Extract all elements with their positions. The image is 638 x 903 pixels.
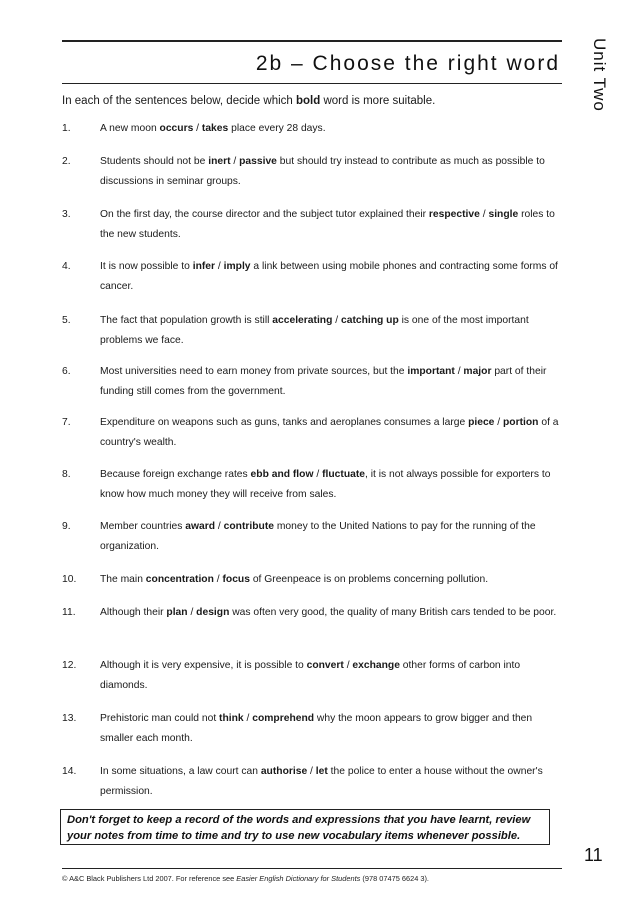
sentence-text: / <box>230 156 240 167</box>
title-rule <box>62 83 562 84</box>
word-choice: concentration <box>145 574 214 585</box>
word-choice: inert <box>208 156 231 167</box>
sentence-text: / <box>479 209 489 220</box>
sentence-text: why the moon appears to grow bigger and then smaller each month. <box>100 713 533 744</box>
item-sentence <box>100 362 562 402</box>
item-number: 2. <box>62 156 71 167</box>
item-sentence <box>100 517 562 557</box>
word-choice: important <box>407 366 455 377</box>
item-number: 8. <box>62 469 71 480</box>
word-choice: award <box>185 521 216 532</box>
sentence-text: the police to enter a house without the owner's permission. <box>100 766 543 797</box>
sentence-text: It is now possible to <box>100 261 193 272</box>
word-choice: ebb and flow <box>250 469 314 480</box>
sentence-text: In some situations, a law court can <box>100 766 261 777</box>
sentence-text: / <box>215 521 224 532</box>
word-choice: authorise <box>260 766 308 777</box>
instruction <box>62 92 562 110</box>
word-choice: single <box>488 209 519 220</box>
footer-text-end: (978 07475 6624 3). <box>360 874 429 883</box>
item-sentence <box>100 311 562 351</box>
item-sentence <box>100 465 562 505</box>
instruction-bold: bold <box>296 95 321 107</box>
page-title: 2b – Choose the right word <box>255 52 560 75</box>
word-choice: respective <box>428 209 480 220</box>
sentence-text: / <box>187 607 197 618</box>
item-sentence <box>100 656 562 696</box>
word-choice: portion <box>503 417 539 428</box>
item-number: 12. <box>62 660 77 671</box>
item-number: 11. <box>62 607 76 618</box>
word-choice: focus <box>222 574 250 585</box>
item-number: 10. <box>62 574 77 585</box>
sentence-text: of a country's wealth. <box>100 417 559 448</box>
footer-book-title: Easier English Dictionary for Students <box>236 874 361 883</box>
sentence-text: The main <box>100 574 146 585</box>
word-choice: infer <box>192 261 216 272</box>
sentence-text: / <box>454 366 464 377</box>
word-choice: plan <box>166 607 188 618</box>
word-choice: think <box>219 713 244 724</box>
sentence-text: Although their <box>100 607 167 618</box>
word-choice: passive <box>239 156 277 167</box>
item-sentence <box>100 603 562 623</box>
top-rule <box>62 40 562 42</box>
word-choice: major <box>463 366 492 377</box>
sentence-text: The fact that population growth is still <box>100 315 273 326</box>
word-choice: design <box>196 607 230 618</box>
item-number: 3. <box>62 209 71 220</box>
sentence-text: place every 28 days. <box>228 123 326 134</box>
item-sentence <box>100 119 562 139</box>
item-number: 4. <box>62 261 71 272</box>
sentence-text: Member countries <box>100 521 186 532</box>
sentence-text: roles to the new students. <box>100 209 555 240</box>
page-number: 11 <box>584 845 603 865</box>
word-choice: piece <box>468 417 495 428</box>
item-sentence <box>100 413 562 453</box>
item-sentence <box>100 257 562 297</box>
item-sentence <box>100 205 562 245</box>
item-sentence <box>100 762 562 802</box>
sentence-text: / <box>343 660 353 671</box>
sentence-text: / <box>494 417 504 428</box>
unit-label: Unit Two <box>590 38 609 112</box>
sentence-text: Although it is very expensive, it is possible to <box>100 660 307 671</box>
word-choice: takes <box>201 123 229 134</box>
sentence-text: part of their funding still comes from the government. <box>100 366 547 397</box>
sentence-text: A new moon <box>100 123 160 134</box>
word-choice: contribute <box>223 521 274 532</box>
word-choice: imply <box>223 261 251 272</box>
sentence-text: is one of the most important problems we face. <box>100 315 529 346</box>
sentence-text: / <box>307 766 316 777</box>
item-number: 7. <box>62 417 71 428</box>
sentence-text: money to the United Nations to pay for the running of the organization. <box>100 521 536 552</box>
instruction-text: In each of the sentences below, decide which <box>62 95 296 107</box>
footer-rule <box>62 868 562 869</box>
item-sentence <box>100 709 562 749</box>
footer-text: © A&C Black Publishers Ltd 2007. For reference see <box>62 874 237 883</box>
sentence-text: Because foreign exchange rates <box>100 469 251 480</box>
word-choice: comprehend <box>252 713 315 724</box>
sentence-text: was often very good, the quality of many British cars tended to be poor. <box>229 607 557 618</box>
item-sentence <box>100 570 562 590</box>
sentence-text: Prehistoric man could not <box>100 713 220 724</box>
sentence-text: / <box>313 469 323 480</box>
sentence-text: / <box>213 574 223 585</box>
item-number: 1. <box>62 123 71 134</box>
sentence-text: Expenditure on weapons such as guns, tanks and aeroplanes consumes a large <box>100 417 469 428</box>
item-number: 9. <box>62 521 71 532</box>
footer <box>62 872 562 886</box>
sentence-text: a link between using mobile phones and contracting some forms of cancer. <box>100 261 558 292</box>
sentence-text: of Greenpeace is on problems concerning pollution. <box>249 574 489 585</box>
item-sentence <box>100 152 562 192</box>
sentence-text: / <box>243 713 253 724</box>
word-choice: catching up <box>340 315 399 326</box>
sentence-text: / <box>332 315 341 326</box>
word-choice: let <box>315 766 328 777</box>
word-choice: convert <box>306 660 344 671</box>
sentence-text: / <box>193 123 202 134</box>
word-choice: occurs <box>159 123 194 134</box>
item-number: 6. <box>62 366 71 377</box>
word-choice: accelerating <box>272 315 333 326</box>
item-number: 5. <box>62 315 71 326</box>
word-choice: exchange <box>352 660 400 671</box>
sentence-text: Students should not be <box>100 156 209 167</box>
sentence-text: Most universities need to earn money from private sources, but the <box>100 366 408 377</box>
sentence-text: but should try instead to contribute as much as possible to discussions in seminar groups. <box>100 156 545 187</box>
sentence-text: , it is not always possible for exporters to know how much money they will receive from sales. <box>100 469 551 500</box>
item-number: 13. <box>62 713 77 724</box>
word-choice: fluctuate <box>322 469 365 480</box>
reminder-box: Don't forget to keep a record of the words and expressions that you have learnt, review your notes from time to time and try to use new vocabulary items whenever possible. <box>60 809 550 845</box>
instruction-text-end: word is more suitable. <box>320 95 436 107</box>
sentence-text: other forms of carbon into diamonds. <box>100 660 521 691</box>
sentence-text: On the first day, the course director and the subject tutor explained their <box>100 209 429 220</box>
item-number: 14. <box>62 766 77 777</box>
sentence-text: / <box>215 261 224 272</box>
